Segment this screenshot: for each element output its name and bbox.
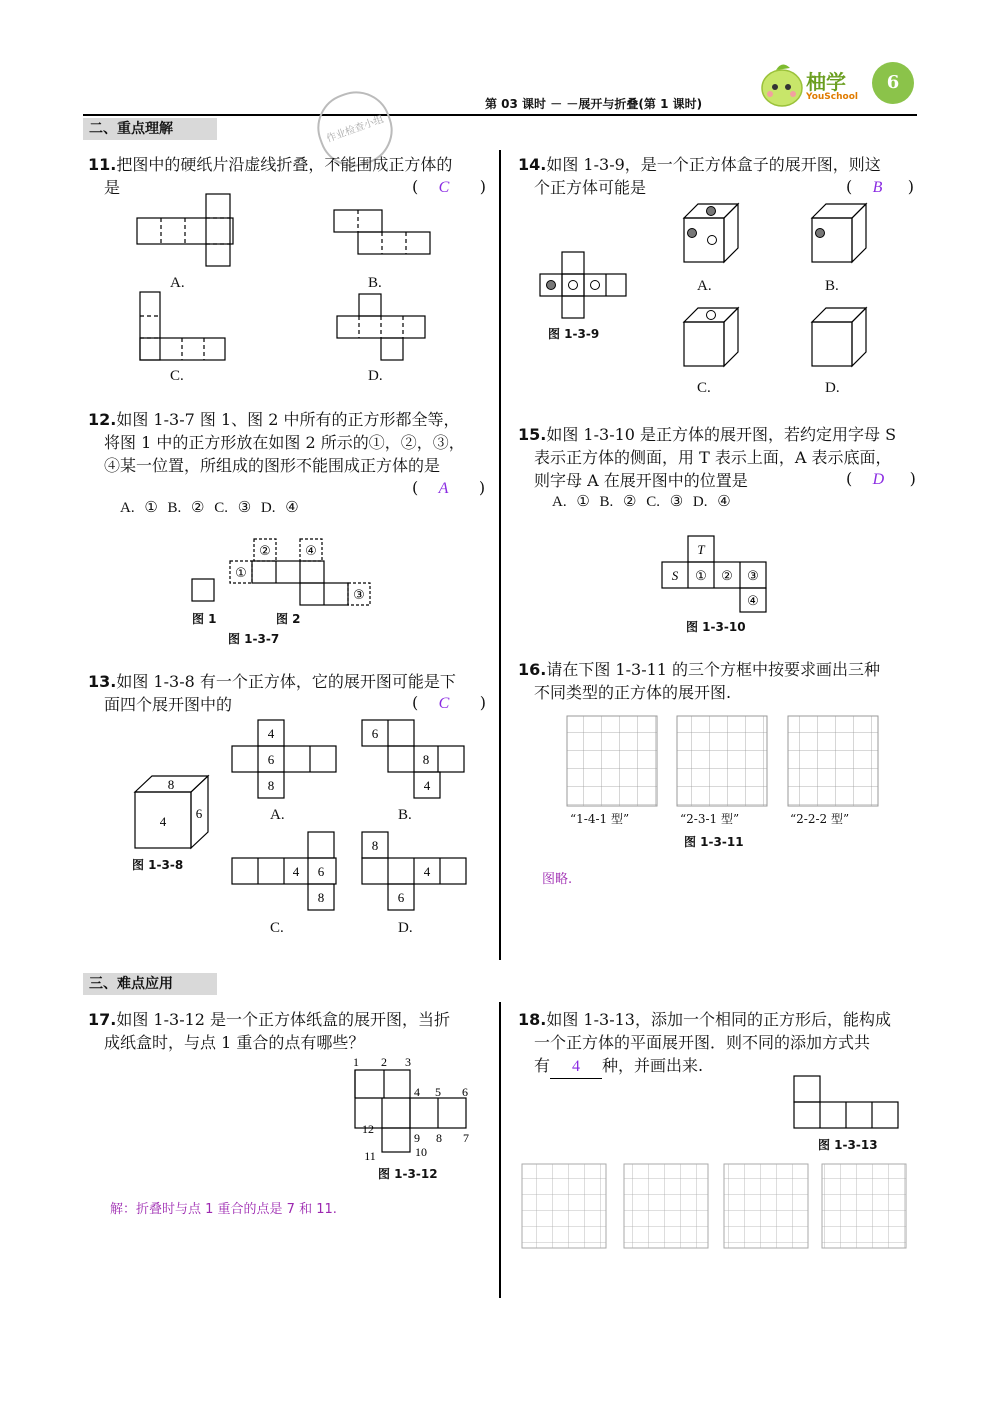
q16-type-3: “2-2-2 型” bbox=[790, 812, 850, 826]
q13-d-bottom: 6 bbox=[397, 890, 405, 905]
column-divider-bottom bbox=[499, 1002, 501, 1298]
q18-caption: 图 1-3-13 bbox=[818, 1138, 878, 1152]
q11-answer: ( C ) bbox=[412, 177, 487, 196]
q17-point-12: 12 bbox=[362, 1122, 374, 1136]
q11-label-d: D. bbox=[368, 368, 383, 384]
q14-text: 14.如图 1-3-9，是一个正方体盒子的展开图，则这 个正方体可能是 bbox=[518, 155, 881, 197]
q17-caption: 图 1-3-12 bbox=[378, 1167, 438, 1181]
q17-point-1: 1 bbox=[353, 1055, 359, 1069]
q12-text: 12.如图 1-3-7 图 1、图 2 中所有的正方形都全等， 将图 1 中的正方形放在如图 2 所示的①，②，③， ④某一位置，所组成的图形不能围成正方体的是 bbox=[88, 410, 465, 475]
q11-label-c: C. bbox=[170, 368, 184, 384]
q12-options: A. ① B. ② C. ③ D. ④ bbox=[120, 500, 299, 516]
q14-label-d: D. bbox=[825, 380, 840, 396]
q11-text: 11.把图中的硬纸片沿虚线折叠，不能围成正方体的 是 bbox=[88, 155, 453, 197]
q16-solution: 图略. bbox=[542, 872, 573, 887]
q13-cube-top: 8 bbox=[167, 777, 175, 792]
q12-mark-1: ① bbox=[235, 566, 247, 581]
q15-cell-1: ① bbox=[695, 568, 707, 583]
q15-cell-t: T bbox=[697, 542, 705, 557]
q13-nets bbox=[230, 716, 480, 926]
q13-c-left: 4 bbox=[292, 864, 300, 879]
q12-caption: 图 1-3-7 bbox=[228, 632, 280, 646]
q17-solution: 解：折叠时与点 1 重合的点是 7 和 11. bbox=[110, 1202, 337, 1217]
q17-net bbox=[348, 1052, 488, 1172]
q14-label-c: C. bbox=[697, 380, 711, 396]
q13-c-bottom: 8 bbox=[317, 890, 325, 905]
q13-c-mid: 6 bbox=[317, 864, 325, 879]
q12-answer: ( A ) bbox=[412, 478, 486, 497]
q17-point-8: 8 bbox=[436, 1131, 442, 1145]
q13-b-top: 6 bbox=[371, 726, 379, 741]
q18-figure bbox=[792, 1074, 902, 1134]
q17-point-11: 11 bbox=[364, 1149, 376, 1163]
q16-text: 16.请在下图 1-3-11 的三个方框中按要求画出三种 不同类型的正方体的展开图. bbox=[518, 660, 881, 702]
q12-mark-3: ③ bbox=[353, 588, 365, 603]
q15-cell-2: ② bbox=[721, 568, 733, 583]
page-number-badge bbox=[872, 62, 914, 104]
q11-nets bbox=[130, 190, 550, 390]
q13-b-bottom: 4 bbox=[423, 778, 431, 793]
q15-cell-3: ③ bbox=[747, 568, 759, 583]
q13-label-a: A. bbox=[270, 807, 285, 823]
q17-point-3: 3 bbox=[405, 1055, 411, 1069]
q16-grids bbox=[565, 714, 885, 809]
q17-point-4: 4 bbox=[414, 1085, 420, 1099]
page-number: 6 bbox=[886, 72, 900, 93]
q15-net bbox=[660, 534, 770, 614]
q13-answer: ( C ) bbox=[412, 693, 487, 712]
q13-a-mid: 6 bbox=[267, 752, 275, 767]
q17-point-10: 10 bbox=[415, 1145, 427, 1159]
stamp-text: 作业检查小组 bbox=[325, 114, 386, 145]
section-heading-difficult-application: 三、难点应用 bbox=[83, 973, 217, 995]
q13-text: 13.如图 1-3-8 有一个正方体，它的展开图可能是下 面四个展开图中的 bbox=[88, 672, 456, 714]
q15-cell-s: S bbox=[671, 568, 679, 583]
q16-caption: 图 1-3-11 bbox=[684, 835, 744, 849]
brand-logo bbox=[758, 58, 868, 114]
section-heading-key-understanding: 二、重点理解 bbox=[83, 118, 217, 140]
q13-a-top: 4 bbox=[267, 726, 275, 741]
q13-d-top: 8 bbox=[371, 838, 379, 853]
q13-a-bottom: 8 bbox=[267, 778, 275, 793]
q14-caption: 图 1-3-9 bbox=[548, 327, 600, 341]
q17-point-2: 2 bbox=[381, 1055, 387, 1069]
q14-label-a: A. bbox=[697, 278, 712, 294]
brand-name: 柚学 bbox=[806, 70, 846, 94]
q15-text: 15.如图 1-3-10 是正方体的展开图，若约定用字母 S 表示正方体的侧面，用 T 表示上面，A 表示底面， 则字母 A 在展开图中的位置是 bbox=[518, 425, 897, 490]
brand-subtitle: YouSchool bbox=[806, 92, 858, 102]
q13-cube-right: 6 bbox=[195, 806, 203, 821]
q12-figure bbox=[190, 536, 380, 616]
q13-label-b: B. bbox=[398, 807, 412, 823]
q13-label-c: C. bbox=[270, 920, 284, 936]
q13-cube-front: 4 bbox=[159, 814, 167, 829]
q13-caption: 图 1-3-8 bbox=[132, 858, 184, 872]
header-rule bbox=[83, 114, 917, 116]
q15-cell-4: ④ bbox=[747, 593, 759, 608]
q18-grids bbox=[520, 1162, 910, 1252]
q16-type-1: “1-4-1 型” bbox=[570, 812, 630, 826]
q16-type-2: “2-3-1 型” bbox=[680, 812, 740, 826]
q12-mark-4: ④ bbox=[305, 544, 317, 559]
q11-label-a: A. bbox=[170, 275, 185, 291]
q14-answer: ( B ) bbox=[846, 177, 915, 196]
q15-answer: ( D ) bbox=[846, 469, 916, 488]
q13-cube bbox=[132, 772, 212, 852]
q13-b-mid: 8 bbox=[422, 752, 430, 767]
q17-point-9: 9 bbox=[414, 1131, 420, 1145]
q17-text: 17.如图 1-3-12 是一个正方体纸盒的展开图，当折 成纸盒时，与点 1 重合的点有哪些？ bbox=[88, 1010, 451, 1052]
q12-mark-2: ② bbox=[259, 544, 271, 559]
q14-label-b: B. bbox=[825, 278, 839, 294]
q12-fig1-label: 图 1 bbox=[192, 612, 217, 626]
q13-label-d: D. bbox=[398, 920, 413, 936]
q17-point-7: 7 bbox=[463, 1131, 469, 1145]
q17-point-5: 5 bbox=[435, 1085, 441, 1099]
q12-fig2-label: 图 2 bbox=[276, 612, 301, 626]
q11-label-b: B. bbox=[368, 275, 382, 291]
q17-point-6: 6 bbox=[462, 1085, 468, 1099]
header-lesson-title: 第 03 课时 － －展开与折叠(第 1 课时) bbox=[485, 97, 703, 111]
q15-caption: 图 1-3-10 bbox=[686, 620, 746, 634]
q15-options: A. ① B. ② C. ③ D. ④ bbox=[552, 494, 731, 510]
q13-d-mid: 4 bbox=[423, 864, 431, 879]
q14-net bbox=[538, 250, 638, 320]
q18-text: 18.如图 1-3-13，添加一个相同的正方形后，能构成 一个正方体的平面展开图．则不同的添加方式共 有 4 种，并画出来. bbox=[518, 1008, 891, 1079]
q18-answer: 4 bbox=[572, 1058, 581, 1075]
